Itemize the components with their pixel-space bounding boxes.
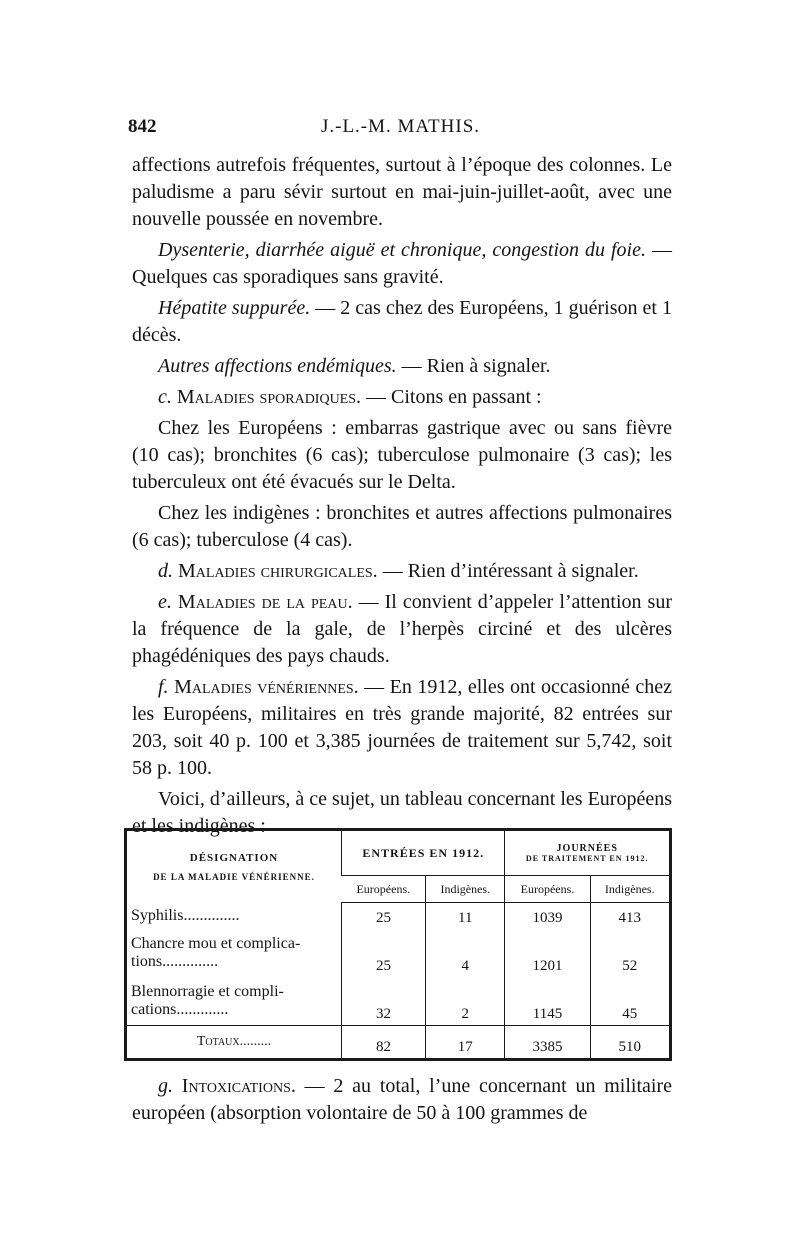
- cell-journees-europeens: 1201: [505, 929, 590, 977]
- text-autres-affections: — Rien à signaler.: [396, 355, 551, 377]
- heading-maladies-veneriennes: Maladies vénériennes.: [174, 676, 359, 698]
- text-maladies-chirurgicales: — Rien d’intéressant à signaler.: [377, 560, 639, 582]
- text-maladies-sporadiques: — Citons en passant :: [361, 386, 542, 408]
- text-hepatite: — 2 cas chez des Européens, 1 guérison et 1 décès.: [132, 297, 672, 346]
- total-entrees-indigenes: 17: [426, 1026, 505, 1059]
- paragraph-dysenterie: [132, 237, 672, 291]
- letter-c: c.: [158, 386, 172, 408]
- text-maladies-veneriennes: — En 1912, elles ont occasionné chez les Européens, militaires en très grande majorité, 82 entrées sur 203, soit 40 p. 100 et 3,385 journées de traitement sur 5,742, soit 58 p. 100.: [132, 676, 672, 779]
- heading-maladies-peau: Maladies de la peau.: [177, 591, 353, 613]
- paragraph-indigenes: Chez les indigènes : bronchites et autres affections pulmonaires (6 cas); tuberculose (4 cas).: [132, 502, 672, 551]
- text-intoxications: — 2 au total, l’une concernant un militaire européen (absorption volontaire de 50 à 100 grammes de: [132, 1075, 673, 1124]
- paragraph-tableau-intro: Voici, d’ailleurs, à ce sujet, un tableau concernant les Européens et les indigènes :: [132, 788, 672, 837]
- table-row-blennorragie: [127, 977, 669, 1026]
- header-journees: [505, 831, 669, 876]
- row-label-line: Chancre mou et complica-: [131, 934, 301, 952]
- paragraph-maladies-veneriennes: [132, 674, 672, 782]
- heading-intoxications: Intoxications.: [181, 1075, 296, 1097]
- cell-entrees-indigenes: 4: [426, 929, 505, 977]
- letter-f: f.: [158, 676, 169, 698]
- cell-journees-europeens: 1039: [505, 903, 590, 929]
- cell-journees-indigenes: 52: [590, 929, 669, 977]
- heading-maladies-sporadiques: Maladies sporadiques.: [176, 386, 362, 408]
- paragraph-intoxications: [132, 1073, 672, 1127]
- col-entrees-indigenes: Indigènes.: [426, 876, 505, 903]
- paragraph-autres-affections: [132, 353, 672, 380]
- row-label-line: Syphilis..............: [131, 906, 240, 924]
- row-label-blennorragie: [127, 977, 342, 1026]
- letter-e: e.: [158, 591, 172, 613]
- total-label: Totaux.........: [127, 1026, 342, 1059]
- letter-g: g.: [158, 1075, 173, 1097]
- table-row-totaux: [127, 1026, 669, 1059]
- paragraph-maladies-chirurgicales: [132, 558, 672, 585]
- heading-autres-affections: Autres affections endémiques.: [158, 355, 397, 377]
- cell-entrees-indigenes: 11: [426, 903, 505, 929]
- row-label-line: tions..............: [131, 952, 219, 970]
- running-title: J.-L.-M. MATHIS.: [320, 116, 481, 137]
- header-entrees: ENTRÉES EN 1912.: [342, 831, 505, 876]
- cell-entrees-europeens: 25: [342, 903, 426, 929]
- text-dysenterie: — Quelques cas sporadiques sans gravité.: [132, 239, 672, 288]
- heading-hepatite: Hépatite suppurée.: [158, 297, 311, 319]
- cell-entrees-europeens: 32: [342, 977, 426, 1026]
- heading-dysenterie: Dysenterie, diarrhée aiguë et chronique, congestion du foie.: [158, 239, 646, 261]
- row-label-line: cations.............: [131, 1000, 229, 1018]
- cell-journees-indigenes: 45: [590, 977, 669, 1026]
- header-journees-title: JOURNÉES: [556, 843, 618, 854]
- cell-journees-indigenes: 413: [590, 903, 669, 929]
- paragraph-paludisme: affections autrefois fréquentes, surtout à l’époque des colonnes. Le paludisme a paru sévir surtout en mai-juin-juillet-août, avec une nouvelle poussée en novembre.: [132, 154, 672, 230]
- paragraph-hepatite: [132, 295, 672, 349]
- total-journees-indigenes: 510: [590, 1026, 669, 1059]
- heading-maladies-chirurgicales: Maladies chirurgicales.: [178, 560, 378, 582]
- header-designation-title: DÉSIGNATION: [189, 851, 279, 864]
- paragraph-maladies-peau: [132, 589, 672, 670]
- row-label-chancre-mou: [127, 929, 342, 977]
- cell-entrees-europeens: 25: [342, 929, 426, 977]
- veneral-disease-table-frame: [124, 828, 672, 1061]
- total-entrees-europeens: 82: [342, 1026, 426, 1059]
- row-label-line: Blennorragie et compli-: [131, 982, 284, 1000]
- header-designation-sub: DE LA MALADIE VÉNÉRIENNE.: [153, 871, 315, 882]
- table-row-chancre-mou: [127, 929, 669, 977]
- body-text: [132, 152, 672, 844]
- paragraph-europeens: Chez les Européens : embarras gastrique avec ou sans fièvre (10 cas); bronchites (6 cas); tuberculose pulmonaire (3 cas); les tuberculeux ont été évacués sur le Delta.: [132, 417, 672, 493]
- text-maladies-peau: — Il convient d’appeler l’attention sur la fréquence de la gale, de l’herpès circiné et des ulcères phagédéniques des pays chauds.: [132, 591, 672, 667]
- veneral-disease-table: [127, 831, 669, 1058]
- col-journees-europeens: Européens.: [505, 876, 590, 903]
- cell-entrees-indigenes: 2: [426, 977, 505, 1026]
- row-label-syphilis: [127, 903, 342, 929]
- col-entrees-europeens: Européens.: [342, 876, 426, 903]
- table-row-syphilis: [127, 903, 669, 929]
- header-journees-sub: DE TRAITEMENT EN 1912.: [525, 854, 649, 863]
- letter-d: d.: [158, 560, 173, 582]
- running-head: [128, 116, 673, 146]
- cell-journees-europeens: 1145: [505, 977, 590, 1026]
- page-number: 842: [128, 116, 157, 137]
- col-journees-indigenes: Indigènes.: [590, 876, 669, 903]
- paragraph-maladies-sporadiques: [132, 384, 672, 411]
- total-journees-europeens: 3385: [505, 1026, 590, 1059]
- header-designation: [127, 831, 342, 903]
